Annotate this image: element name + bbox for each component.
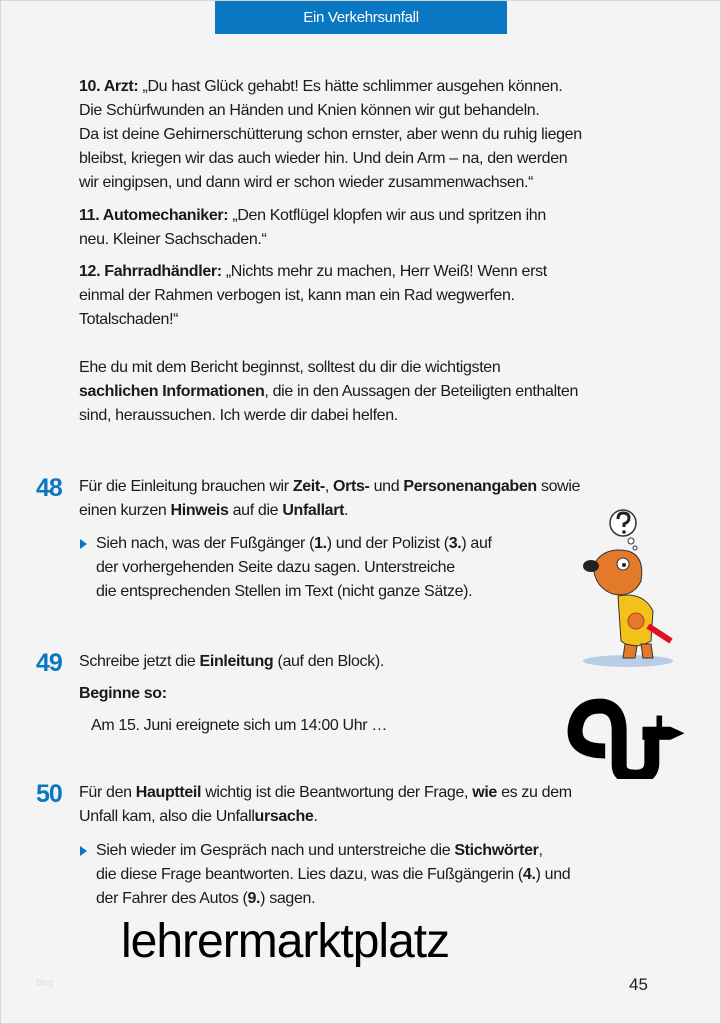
text-segment: die entsprechenden Stellen im Text (nicht ganze Sätze). [96,583,473,600]
text-segment: ) und der Polizist ( [326,535,449,552]
bold-text: Einleitung [199,653,274,670]
text-line [96,532,492,556]
text-line [79,260,547,284]
bold-text: Beginne so: [79,685,167,702]
text-segment: die diese Frage beantworten. Lies dazu, was die Fußgängerin ( [96,866,523,883]
text-segment: „Du hast Glück gehabt! Es hätte schlimmer ausgehen können. [138,78,563,95]
bold-text: 12. Fahrradhändler: [79,263,222,280]
text-segment: sowie [536,478,581,495]
text-segment: . [344,502,349,519]
text-segment: ) auf [461,535,492,552]
page-number: 45 [629,975,648,994]
chapter-header: Ein Verkehrsunfall [215,1,507,34]
text-line [79,475,580,499]
text-line [79,805,572,829]
text-line [79,781,572,805]
text-line [96,839,570,863]
text-segment: einmal der Rahmen verbogen ist, kann man ein Rad wegwerfen. [79,287,515,304]
task-48-text [79,475,580,523]
statement-bike-dealer [79,260,547,332]
bold-text: Stichwörter [454,842,539,859]
example-sentence [91,714,387,738]
task-50-text [79,781,572,829]
text-segment: Schreibe jetzt die [79,653,200,670]
text-segment: wir eingipsen, und dann wird er schon wieder zusammenwachsen.“ [79,174,534,191]
text-line [79,99,582,123]
bold-text: 1. [314,535,327,552]
bold-text: Zeit- [292,478,325,495]
text-segment: der vorhergehenden Seite dazu sagen. Unterstreiche [96,559,455,576]
text-line [79,147,582,171]
task-50-bullet [96,839,570,911]
bold-text: ursache [254,808,314,825]
intro-paragraph [79,356,578,428]
text-line [79,123,582,147]
text-segment: sind, heraussuchen. Ich werde dir dabei helfen. [79,407,398,424]
text-segment: Sieh nach, was der Fußgänger ( [96,535,315,552]
text-segment: Ehe du mit dem Bericht beginnst, solltest du dir die wichtigsten [79,359,501,376]
text-line [79,228,546,252]
bold-text: 9. [247,890,261,907]
statement-mechanic [79,204,546,252]
bold-text: sachlichen Informationen [79,383,265,400]
text-line [96,863,570,887]
text-line [79,380,578,404]
bullet-arrow-icon [80,539,87,549]
bullet-arrow-icon [80,846,87,856]
text-segment: „Nichts mehr zu machen, Herr Weiß! Wenn erst [221,263,547,280]
bold-text: 11. Automechaniker: [79,207,229,224]
text-segment: wichtig ist die Beantwortung der Frage, [201,784,473,801]
text-segment: der Fahrer des Autos ( [96,890,248,907]
text-segment: Totalschaden!“ [79,311,179,328]
text-segment: und [369,478,404,495]
bold-text: Hauptteil [135,784,202,801]
text-line [79,75,582,99]
statement-doctor [79,75,582,195]
task-48-bullet [96,532,492,604]
text-line [79,171,582,195]
text-segment: Für den [79,784,136,801]
text-line [79,682,167,706]
text-segment: Die Schürfwunden an Händen und Knien können wir gut behandeln. [79,102,540,119]
text-segment: , [538,842,543,859]
task-number-49: 49 [36,649,62,677]
text-line [79,650,384,674]
text-segment: Unfall kam, also die Unfall [79,808,255,825]
bold-text: wie [472,784,497,801]
text-segment: . [313,808,318,825]
text-segment: , [324,478,334,495]
text-line [96,556,492,580]
bold-text: Hinweis [170,502,229,519]
text-line [79,284,547,308]
blog-mark: blog [36,977,54,987]
text-segment: Für die Einleitung brauchen wir [79,478,293,495]
text-segment: ) und [535,866,571,883]
text-segment: Da ist deine Gehirnerschütterung schon ernster, aber wenn du ruhig liegen [79,126,582,143]
watermark-logo-icon [566,695,691,784]
thinking-dog-illustration [573,506,678,676]
text-segment: neu. Kleiner Sachschaden.“ [79,231,267,248]
watermark: lehrermarktplatz [121,915,450,968]
text-line [96,887,570,911]
text-segment: einen kurzen [79,502,171,519]
bold-text: 10. Arzt: [79,78,139,95]
bold-text: Unfallart [282,502,345,519]
text-segment: auf die [228,502,283,519]
text-line [91,714,387,738]
text-segment: „Den Kotflügel klopfen wir aus und spritzen ihn [228,207,546,224]
bold-text: Orts- [333,478,370,495]
text-segment: , die in den Aussagen der Beteiligten enthalten [264,383,578,400]
text-segment: bleibst, kriegen wir das auch wieder hin. Und dein Arm – na, den werden [79,150,568,167]
text-segment: ) sagen. [260,890,316,907]
text-segment: Am 15. Juni ereignete sich um 14:00 Uhr … [91,717,388,734]
text-line [79,499,580,523]
text-line [96,580,492,604]
text-line [79,204,546,228]
text-segment: es zu dem [496,784,572,801]
text-line [79,356,578,380]
task-number-48: 48 [36,474,62,502]
text-line [79,404,578,428]
bold-text: 3. [448,535,462,552]
bold-text: Personenangaben [403,478,537,495]
text-segment: (auf den Block). [273,653,384,670]
text-segment: Sieh wieder im Gespräch nach und unterstreiche die [96,842,455,859]
bold-text: 4. [522,866,536,883]
text-line [79,308,547,332]
task-49-text [79,650,384,674]
task-number-50: 50 [36,780,62,808]
begin-label [79,682,167,706]
